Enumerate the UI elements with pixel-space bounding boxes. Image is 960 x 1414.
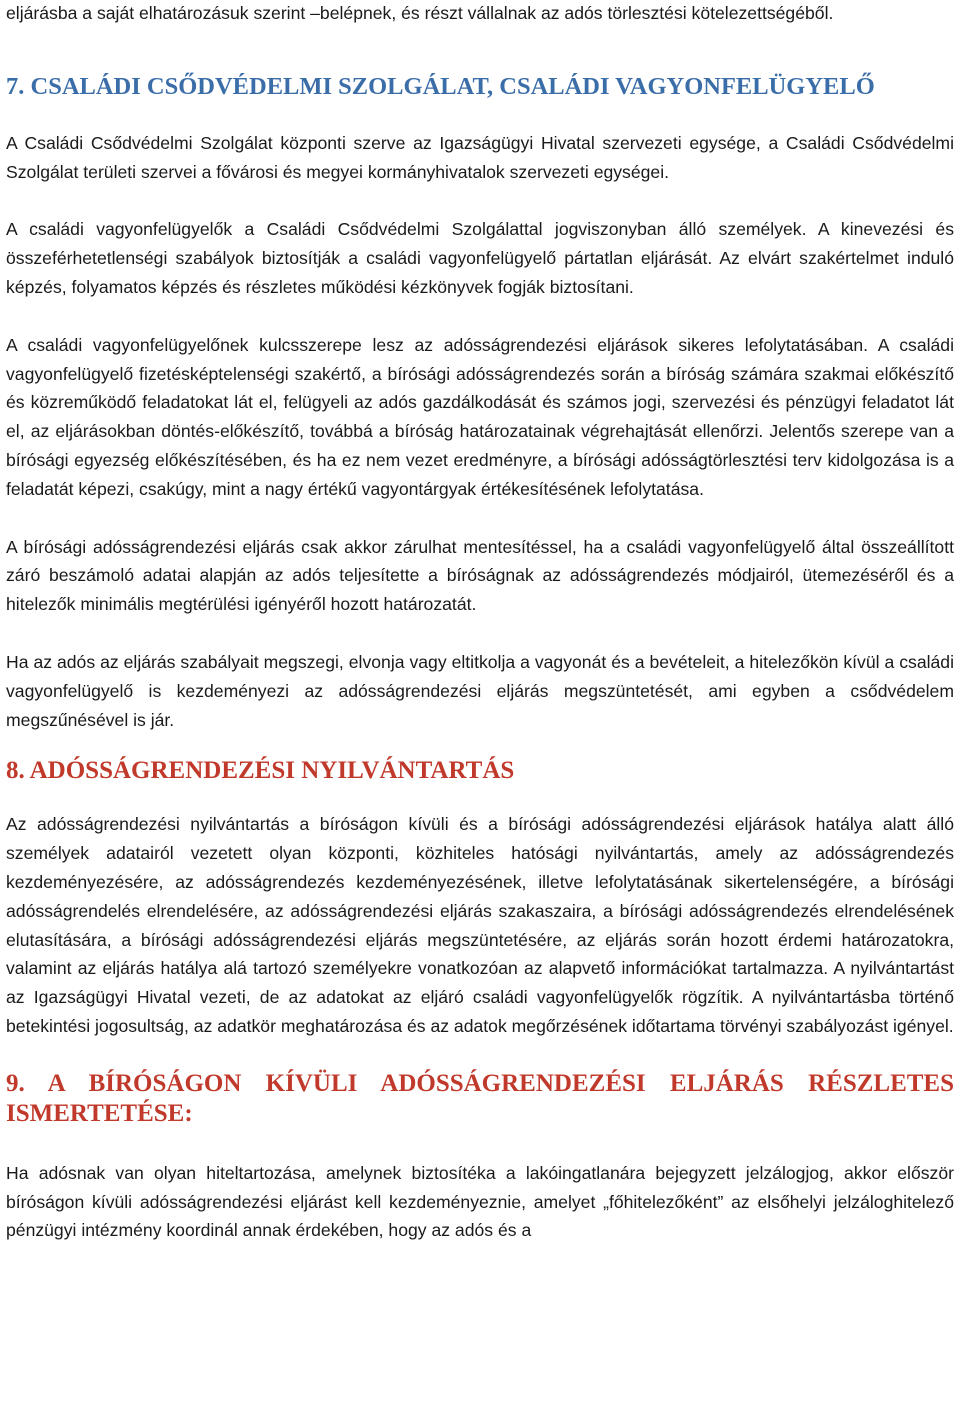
section-7-paragraph-3: A családi vagyonfelügyelőnek kulcsszerepe lesz az adósságrendezési eljárások sikeres lefolytatásában. A családi vagyonfelügyelő fizetésképtelenségi szakértő, a bírósági adósságrendezés során a bíróság számára szakmai előkészítő és közreműködő feladatokat lát el, felügyeli az adós gazdálkodását és számos jogi, szervezési és pénzügyi feladatot lát el, az eljárásokban döntés-előkészítő, továbbá a bíróság határozatainak végrehajtását ellenőrzi. Jelentős szerepe van a bírósági egyezség előkészítésében, és ha ez nem vezet eredményre, a bírósági adósságtörlesztési terv kidolgozása is a feladatát képezi, csakúgy, mint a nagy értékű vagyontárgyak értékesítésének lefolytatása. xyxy=(6,334,954,499)
section-7-paragraph-4: A bírósági adósságrendezési eljárás csak akkor zárulhat mentesítéssel, ha a családi vagyonfelügyelő által összeállított záró beszámoló adatai alapján az adós teljesítette a bíróságnak az adósságrendezés módjairól, ütemezéséről és a hitelezők minimális megtérülési igényéről hozott határozatát. xyxy=(6,536,954,615)
section-9-heading: 9. A BÍRÓSÁGON KÍVÜLI ADÓSSÁGRENDEZÉSI ELJÁRÁS RÉSZLETES ISMERTETÉSE: xyxy=(6,1069,954,1127)
intro-continuation: eljárásba a saját elhatározásuk szerint –belépnek, és részt vállalnak az adós törlesztési kötelezettségéből. xyxy=(6,3,834,23)
document-page xyxy=(6,0,954,1245)
section-7-paragraph-5: Ha az adós az eljárás szabályait megszegi, elvonja vagy eltitkolja a vagyonát és a bevételeit, a hitelezőkön kívül a családi vagyonfelügyelő is kezdeményezi az adósságrendezési eljárás megszüntetését, ami egyben a csődvédelem megszűnésével is jár. xyxy=(6,651,954,730)
section-7-paragraph-2: A családi vagyonfelügyelők a Családi Csődvédelmi Szolgálattal jogviszonyban álló személyek. A kinevezési és összeférhetetlenségi szabályok biztosítják a családi vagyonfelügyelő pártatlan eljárását. Az elvárt szakértelmet induló képzés, folyamatos képzés és részletes működési kézkönyvek fogják biztosítani. xyxy=(6,219,954,297)
section-9-paragraph-1: Ha adósnak van olyan hiteltartozása, amelynek biztosítéka a lakóingatlanára bejegyzett jelzálogjog, akkor először bíróságon kívüli adósságrendezési eljárást kell kezdeményeznie, amelyet „főhitelezőként” az elsőhelyi jelzáloghitelező pénzügyi intézmény koordinál annak érdekében, hogy az adós és a xyxy=(6,1162,954,1241)
section-7-heading: 7. CSALÁDI CSŐDVÉDELMI SZOLGÁLAT, CSALÁDI VAGYONFELÜGYELŐ xyxy=(6,72,875,100)
section-8-paragraph-1: Az adósságrendezési nyilvántartás a bíróságon kívüli és a bírósági adósságrendezési eljárások hatálya alatt álló személyek adatairól vezetett olyan központi, közhiteles hatósági nyilvántartás, amely az adósságrendezés kezdeményezésére, az adósságrendezés kezdeményezésének, illetve lefolytatásának sikertelenségére, a bírósági adósságrendelés elrendelésére, az adósságrendezési eljárás szakaszaira, a bírósági adósságrendezés elrendelésének elutasítására, a bírósági adósságrendezési eljárás megszüntetésére, az eljárás során hozott érdemi határozatokra, valamint az eljárás hatálya alá tartozó személyekre vonatkozóan az alapvető információkat tartalmazza. A nyilvántartást az Igazságügyi Hivatal vezeti, de az adatokat az eljáró családi vagyonfelügyelők rögzítik. A nyilvántartásba történő betekintési jogosultság, az adatkör meghatározása és az adatok megőrzésének időtartama törvényi szabályozást igényel. xyxy=(6,814,954,1036)
section-7-paragraph-1: A Családi Csődvédelmi Szolgálat központi szerve az Igazságügyi Hivatal szervezeti egysége, a Családi Csődvédelmi Szolgálat területi szervei a fővárosi és megyei kormányhivatalok szervezeti egységei. xyxy=(6,132,954,182)
section-8-heading: 8. ADÓSSÁGRENDEZÉSI NYILVÁNTARTÁS xyxy=(6,757,515,785)
